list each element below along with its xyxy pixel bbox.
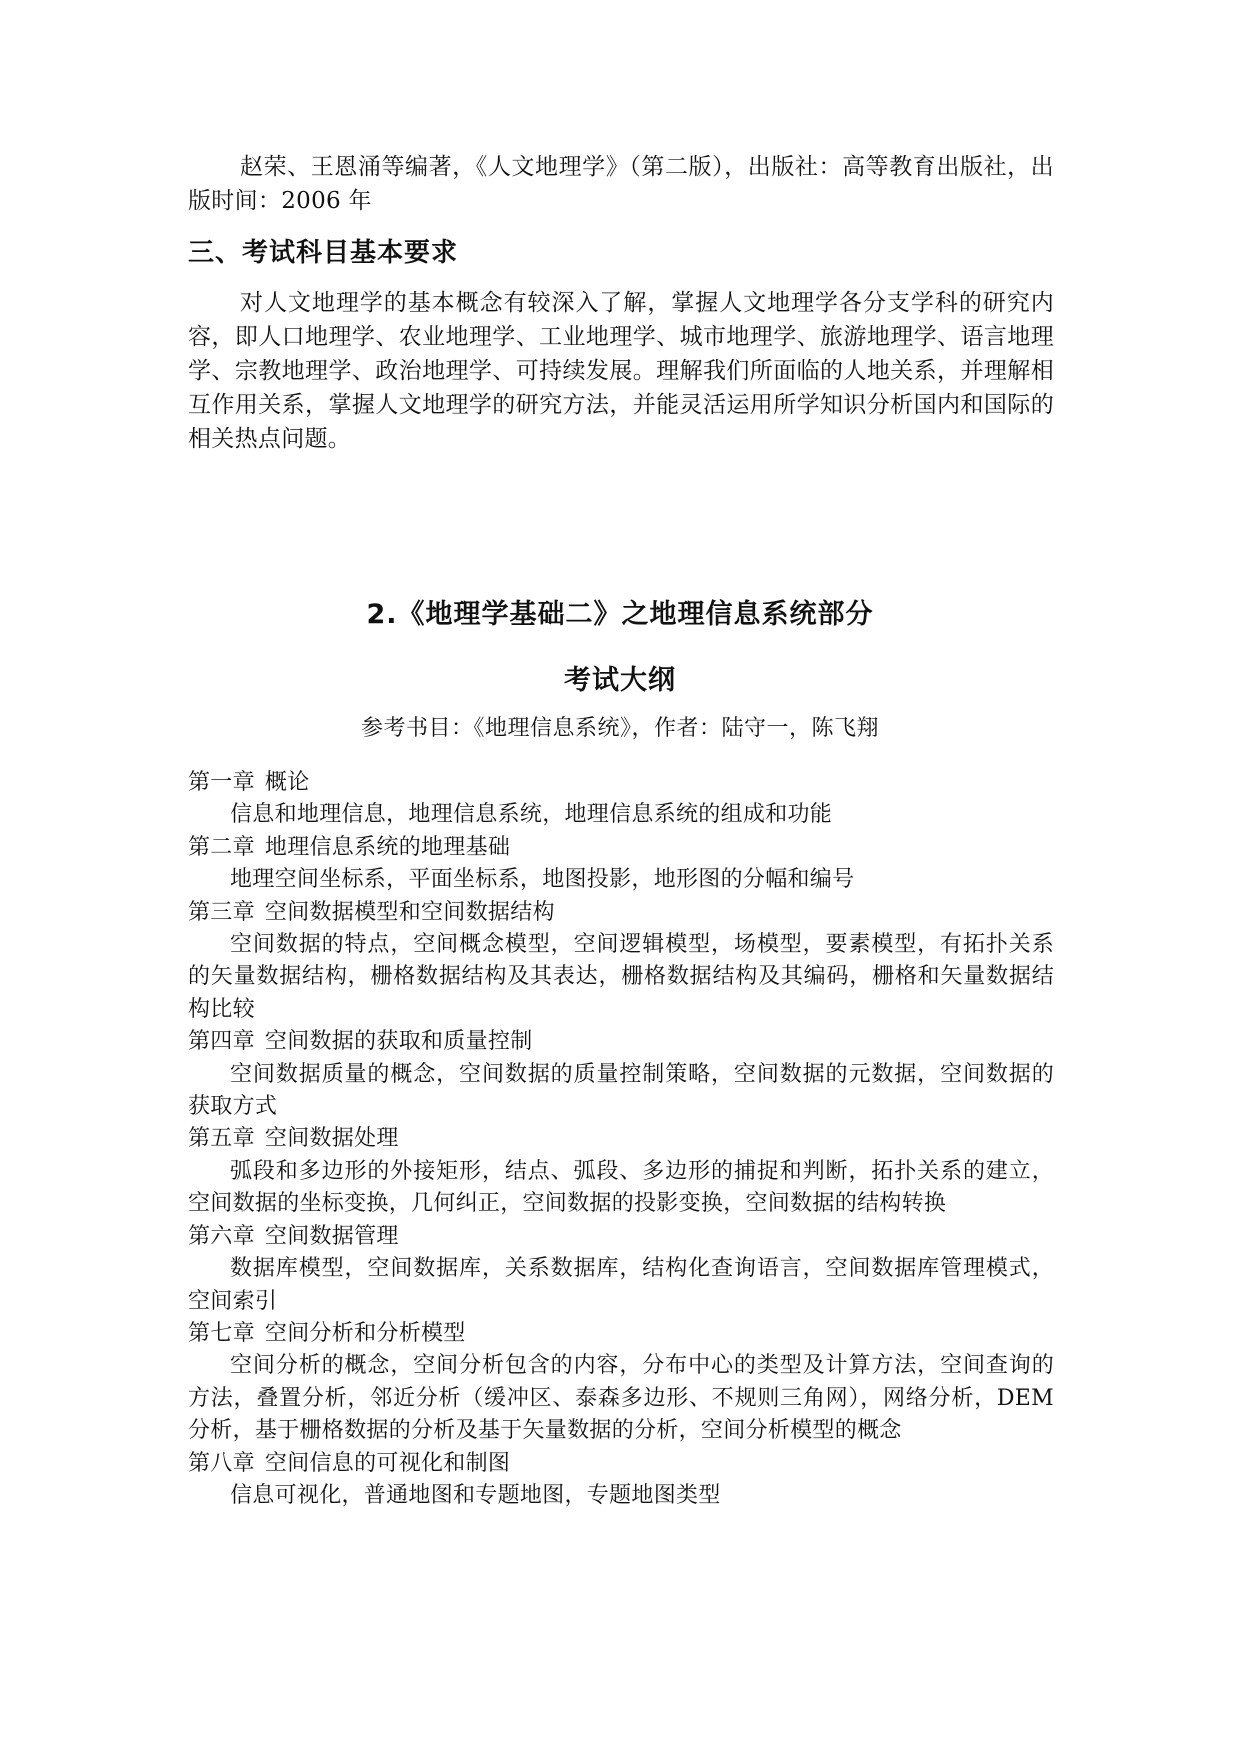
chapter-number: 第六章 xyxy=(188,1223,255,1249)
chapter-title xyxy=(188,1221,1054,1253)
reference-book-line: 参考书目：《地理信息系统》，作者：陆守一，陈飞翔 xyxy=(360,716,879,741)
chapter-number: 第四章 xyxy=(188,1029,255,1055)
chapter-title xyxy=(188,832,1054,864)
chapter-name: 概论 xyxy=(264,770,310,795)
chapter-title xyxy=(188,1448,1054,1480)
chapter-name: 空间数据的获取和质量控制 xyxy=(264,1029,533,1055)
chapter-content: 信息可视化，普通地图和专题地图，专题地图类型 xyxy=(230,1482,721,1508)
chapter-item xyxy=(188,1026,1054,1123)
outline-title: 考试大纲 xyxy=(564,665,676,696)
chapter-content: 空间数据质量的概念，空间数据的质量控制策略，空间数据的元数据，空间数据的获取方式 xyxy=(188,1061,1054,1120)
chapter-number: 第五章 xyxy=(188,1126,255,1152)
chapter-number: 第八章 xyxy=(188,1450,255,1476)
chapter-number: 第一章 xyxy=(188,770,255,795)
chapter-title xyxy=(188,897,1054,929)
section-heading: 三、考试科目基本要求 xyxy=(188,238,459,268)
chapter-item xyxy=(188,897,1054,1027)
reference-paragraph: 赵荣、王恩涌等编著，《人文地理学》（第二版），出版社：高等教育出版社，出版时间：2006 年 xyxy=(188,154,1054,214)
chapter-content: 弧段和多边形的外接矩形，结点、弧段、多边形的捕捉和判断，拓扑关系的建立，空间数据的坐标变换，几何纠正，空间数据的投影变换，空间数据的结构转换 xyxy=(188,1158,1054,1217)
chapter-content: 空间分析的概念，空间分析包含的内容，分布中心的类型及计算方法，空间查询的方法，叠置分析，邻近分析（缓冲区、泰森多边形、不规则三角网），网络分析，DEM 分析，基于栅格数据的分析及基于矢量数据的分析，空间分析模型的概念 xyxy=(188,1353,1054,1444)
chapter-title xyxy=(188,767,1054,799)
chapter-number: 第七章 xyxy=(188,1320,255,1346)
chapter-name: 地理信息系统的地理基础 xyxy=(264,834,511,860)
requirements-paragraph: 对人文地理学的基本概念有较深入了解，掌握人文地理学各分支学科的研究内容，即人口地理学、农业地理学、工业地理学、城市地理学、旅游地理学、语言地理学、宗教地理学、政治地理学、可持续发展。理解我们所面临的人地关系，并理解相互作用关系，掌握人文地理学的研究方法，并能灵活运用所学知识分析国内和国际的相关热点问题。 xyxy=(188,290,1054,452)
chapter-number: 第二章 xyxy=(188,834,255,860)
chapter-name: 空间数据管理 xyxy=(264,1223,399,1249)
chapter-item xyxy=(188,1318,1054,1448)
chapter-content: 数据库模型，空间数据库，关系数据库，结构化查询语言，空间数据库管理模式，空间索引 xyxy=(188,1256,1054,1314)
part-title: 2.《地理学基础二》之地理信息系统部分 xyxy=(366,599,874,630)
chapter-name: 空间数据模型和空间数据结构 xyxy=(264,899,555,925)
chapter-name: 空间数据处理 xyxy=(264,1126,399,1152)
chapter-item xyxy=(188,767,1054,832)
chapter-title xyxy=(188,1318,1054,1350)
chapter-number: 第三章 xyxy=(188,899,255,925)
chapter-title xyxy=(188,1026,1054,1058)
chapter-name: 空间分析和分析模型 xyxy=(264,1320,466,1346)
chapter-content: 地理空间坐标系，平面坐标系，地图投影，地形图的分幅和编号 xyxy=(230,867,855,893)
chapter-item xyxy=(188,832,1054,897)
chapter-item xyxy=(188,1123,1054,1220)
chapter-name: 空间信息的可视化和制图 xyxy=(264,1450,511,1476)
chapter-item xyxy=(188,1221,1054,1318)
chapter-content: 信息和地理信息，地理信息系统，地理信息系统的组成和功能 xyxy=(230,802,833,828)
chapter-title xyxy=(188,1123,1054,1155)
chapter-content: 空间数据的特点，空间概念模型，空间逻辑模型，场模型，要素模型，有拓扑关系的矢量数据结构，栅格数据结构及其表达，栅格数据结构及其编码，栅格和矢量数据结构比较 xyxy=(188,932,1054,1022)
chapter-item xyxy=(188,1448,1054,1513)
chapter-outline xyxy=(188,767,1054,1512)
